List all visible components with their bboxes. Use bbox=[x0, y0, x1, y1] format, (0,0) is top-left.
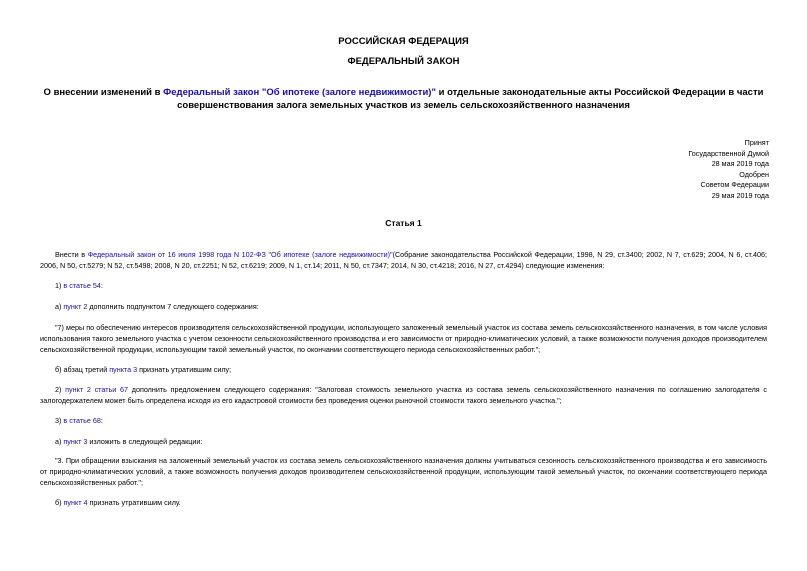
adoption-info bbox=[688, 138, 769, 201]
law-title-link[interactable]: Федеральный закон "Об ипотеке (залоге недвижимости)" bbox=[163, 87, 436, 98]
item-2 bbox=[40, 384, 767, 406]
item-3b-prefix: б) bbox=[55, 498, 64, 507]
item-1-prefix: 1) bbox=[55, 281, 64, 290]
quote-point-3: "3. При обращении взыскания на заложенный земельный участок из состава земель сельскохозяйственного назначения должны учитываться сезонность сельскохозяйственного производства и его зависимость от природно-климатических условий, а также возможность получения доходов производителем сельскохозяйственной продукции, использующим такой земельный участок, по окончании соответствующего периода сельскохозяйственных работ."; bbox=[40, 456, 767, 487]
item-3-prefix: 3) bbox=[55, 416, 64, 425]
item-1b-suffix: признать утратившим силу; bbox=[137, 365, 232, 374]
article-67-link[interactable]: пункт 2 статьи 67 bbox=[65, 385, 129, 394]
item-3-suffix: : bbox=[100, 416, 103, 425]
adoption-line: Государственной Думой bbox=[688, 148, 769, 158]
item-1a-prefix: а) bbox=[55, 302, 64, 311]
point-3-link[interactable]: пункта 3 bbox=[109, 365, 138, 374]
intro-suffix: (Собрание законодательства Российской Федерации, 1998, N 29, ст.3400; 2002, N 7, ст.629; 2004, N 6, ст.406; 2006, N 50, ст.5279; N 52, ст.5498; 2008, N 20, ст.2251; N 52, ст.6219; 2009, N 1, ст.14; 2011, N 50, ст.7347; 2014, N 30, ст.4218; 2016, N 27, ст.4294) следующие изменения: bbox=[40, 250, 767, 270]
country-heading: РОССИЙСКАЯ ФЕДЕРАЦИЯ bbox=[338, 36, 469, 47]
point-3-article-68-link[interactable]: пункт 3 bbox=[63, 437, 88, 446]
law-title-prefix: О внесении изменений в bbox=[43, 87, 164, 98]
item-3b bbox=[55, 497, 181, 508]
item-3a-prefix: а) bbox=[55, 437, 64, 446]
law-type-heading: ФЕДЕРАЛЬНЫЙ ЗАКОН bbox=[347, 56, 460, 67]
item-1b-prefix: б) абзац третий bbox=[55, 365, 110, 374]
federal-law-link[interactable]: Федеральный закон от 16 июля 1998 года N 102-ФЗ "Об ипотеке (залоге недвижимости)" bbox=[87, 250, 393, 259]
article-68-link[interactable]: в статье 68 bbox=[63, 416, 101, 425]
quote-subpoint-7: "7) меры по обеспечению интересов производителя сельскохозяйственной продукции, использующего заложенный земельный участок из состава земель сельскохозяйственного назначения, в том числе условия использования такого земельного участка с учетом сезонности сельскохозяйственного производства и его зависимости от природно-климатических условий, а также возможности получения доходов производителем сельскохозяйственной продукции, использующим такой земельный участок, по окончании соответствующего периода сельскохозяйственных работ."; bbox=[40, 323, 767, 354]
law-title bbox=[40, 86, 767, 112]
article-54-link[interactable]: в статье 54 bbox=[63, 281, 101, 290]
approval-date: 29 мая 2019 года bbox=[711, 190, 769, 200]
point-2-link[interactable]: пункт 2 bbox=[63, 302, 88, 311]
adoption-line: Принят bbox=[744, 138, 769, 147]
item-1b bbox=[55, 364, 231, 375]
item-2-suffix: дополнить предложением следующего содержания: "Залоговая стоимость земельного участка из состава земель сельскохозяйственного назначения по соглашению залогодателя с залогодержателем может быть определена исходя из его кадастровой стоимости без проведения оценки рыночной стоимости такого земельного участка."; bbox=[40, 385, 767, 405]
item-1-suffix: : bbox=[100, 281, 103, 290]
item-3a-suffix: изложить в следующей редакции: bbox=[87, 437, 203, 446]
adoption-date: 28 мая 2019 года bbox=[711, 159, 769, 168]
item-3 bbox=[55, 415, 103, 426]
point-4-link[interactable]: пункт 4 bbox=[63, 498, 88, 507]
item-1a bbox=[55, 301, 259, 312]
law-title-suffix: и отдельные законодательные акты Российской Федерации в части совершенствования залога земельных участков из земель сельскохозяйственного назначения bbox=[177, 87, 764, 111]
item-3a bbox=[55, 436, 202, 447]
approval-line: Одобрен bbox=[739, 169, 769, 179]
intro-paragraph bbox=[40, 249, 767, 271]
item-2-prefix: 2) bbox=[55, 385, 66, 394]
article-heading: Статья 1 bbox=[385, 218, 422, 228]
intro-prefix: Внести в bbox=[55, 250, 88, 259]
approval-line: Советом Федерации bbox=[700, 180, 769, 189]
item-3b-suffix: признать утратившим силу. bbox=[87, 498, 181, 507]
item-1 bbox=[55, 280, 103, 291]
item-1a-suffix: дополнить подпунктом 7 следующего содержания: bbox=[87, 302, 259, 311]
